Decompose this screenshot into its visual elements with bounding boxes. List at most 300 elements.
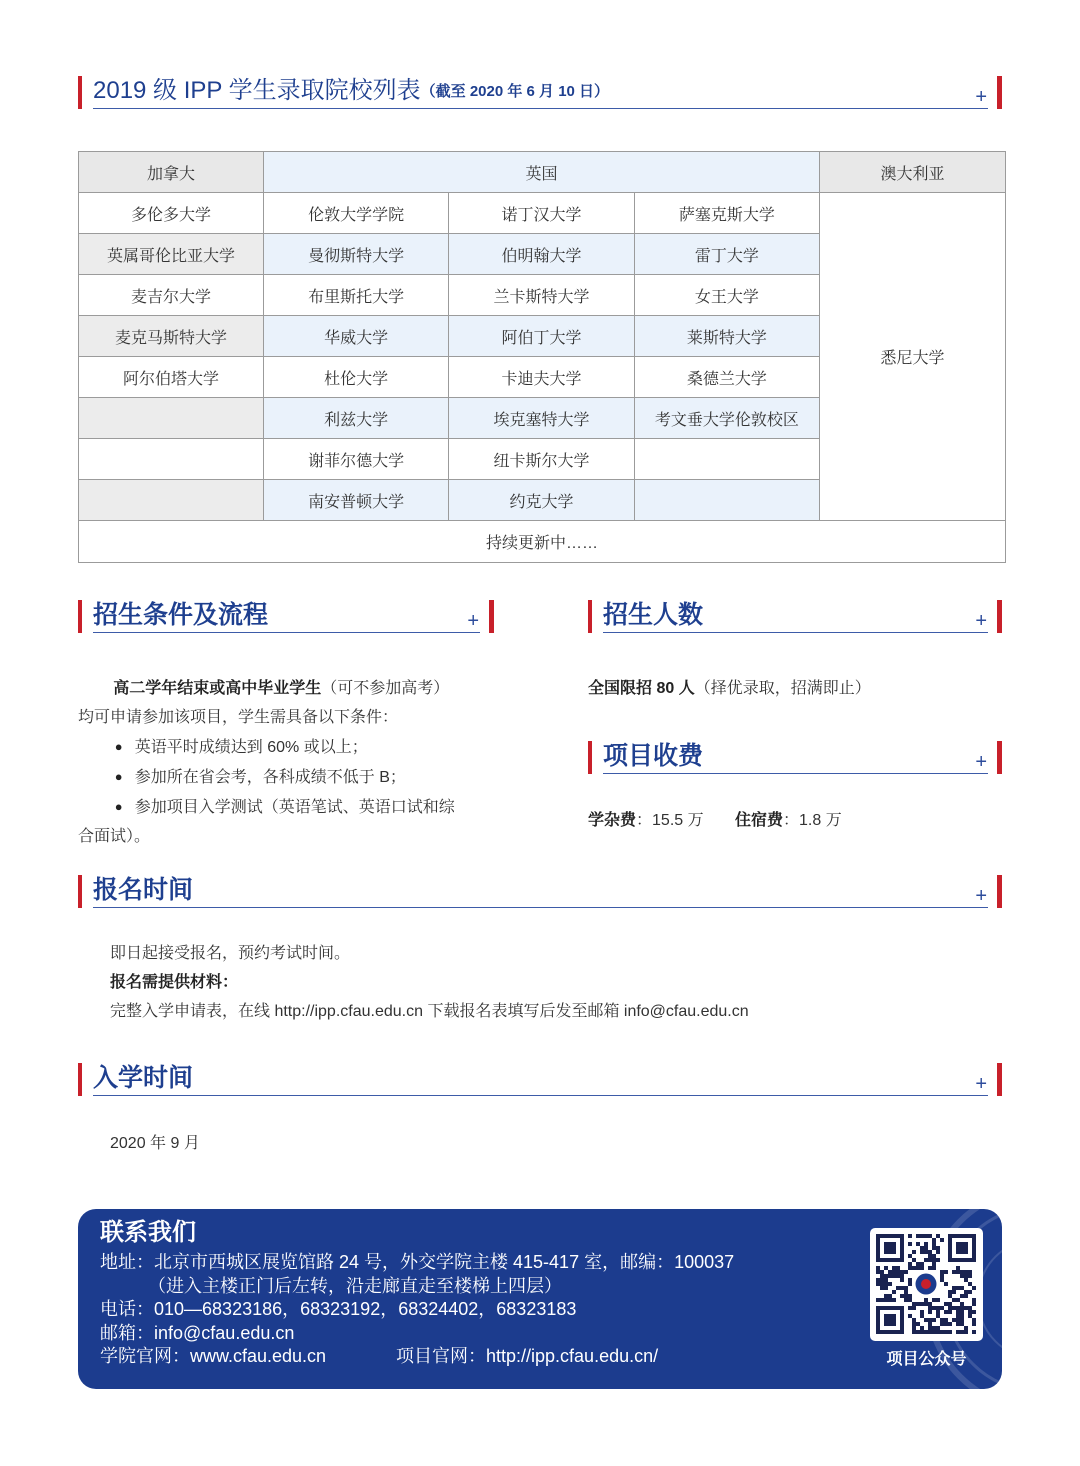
qr-module	[880, 1270, 884, 1274]
qr-module	[924, 1258, 928, 1262]
uk-university: 雷丁大学	[634, 234, 819, 275]
qr-module	[956, 1266, 960, 1270]
project-website: 项目官网：http://ipp.cfau.edu.cn/	[396, 1346, 659, 1366]
empty-cell	[79, 480, 264, 521]
uk-university: 杜伦大学	[264, 357, 449, 398]
qr-module	[884, 1286, 888, 1290]
uk-university: 莱斯特大学	[634, 316, 819, 357]
qr-module	[956, 1270, 960, 1274]
header-underline	[93, 907, 988, 908]
qr-module	[960, 1318, 964, 1322]
qr-module	[944, 1282, 948, 1286]
qr-module	[900, 1286, 904, 1290]
canada-university: 英属哥伦比亚大学	[79, 234, 264, 275]
qr-module	[952, 1290, 956, 1294]
contact-address-note: （进入主楼正门后左转，沿走廊直走至楼梯上四层）	[148, 1275, 562, 1296]
qr-module	[956, 1318, 960, 1322]
qr-module	[928, 1318, 932, 1322]
qr-module	[968, 1314, 972, 1318]
qr-module	[884, 1274, 888, 1278]
qr-module	[904, 1286, 908, 1290]
qr-module	[920, 1246, 924, 1250]
requirements-header	[78, 600, 494, 633]
qr-module	[932, 1266, 936, 1270]
qr-module	[884, 1278, 888, 1282]
enrollment-header	[588, 600, 1002, 633]
qr-module	[884, 1298, 888, 1302]
qr-module	[888, 1298, 892, 1302]
qr-module	[916, 1322, 920, 1326]
qr-module	[924, 1318, 928, 1322]
qr-module	[932, 1318, 936, 1322]
registration-line: 即日起接受报名，预约考试时间。	[110, 945, 351, 962]
qr-module	[908, 1254, 912, 1258]
qr-module	[928, 1306, 932, 1310]
empty-cell	[79, 439, 264, 480]
table-row	[79, 193, 1006, 234]
qr-module	[956, 1310, 960, 1314]
plus-icon: +	[467, 610, 479, 632]
qr-module	[908, 1234, 912, 1238]
qr-module	[880, 1286, 884, 1290]
table-footer-note: 持续更新中……	[79, 521, 1006, 563]
qr-module	[948, 1306, 952, 1310]
accent-bar-right	[997, 600, 1002, 633]
qr-module	[948, 1290, 952, 1294]
registration-body	[110, 939, 749, 1026]
qr-module	[936, 1326, 940, 1330]
qr-module	[968, 1290, 972, 1294]
qr-module	[928, 1266, 932, 1270]
qr-module	[880, 1274, 884, 1278]
qr-module	[876, 1282, 880, 1286]
qr-module	[916, 1330, 920, 1334]
plus-icon: +	[975, 610, 987, 632]
admission-list-date-note: （截至 2020 年 6 月 10 日）	[420, 83, 610, 100]
qr-module	[964, 1326, 968, 1330]
qr-module	[940, 1318, 944, 1322]
qr-module	[964, 1278, 968, 1282]
qr-module	[956, 1330, 960, 1334]
qr-module	[904, 1298, 908, 1302]
header-underline	[93, 1095, 988, 1096]
plus-icon: +	[975, 86, 987, 108]
qr-module	[900, 1278, 904, 1282]
qr-module	[892, 1274, 896, 1278]
qr-module	[948, 1294, 952, 1298]
contact-email: 邮箱：info@cfau.edu.cn	[100, 1322, 295, 1343]
qr-module	[888, 1270, 892, 1274]
header-underline	[93, 108, 988, 109]
canada-university: 多伦多大学	[79, 193, 264, 234]
qr-module	[972, 1310, 976, 1314]
table-footer-row	[79, 521, 1006, 563]
qr-module	[908, 1242, 912, 1246]
requirements-body	[78, 674, 462, 851]
qr-module	[916, 1262, 920, 1266]
qr-module	[924, 1242, 928, 1246]
qr-module	[932, 1330, 936, 1334]
qr-module	[924, 1330, 928, 1334]
qr-center-logo-core	[921, 1279, 931, 1289]
qr-module	[928, 1254, 932, 1258]
qr-module	[940, 1274, 944, 1278]
qr-module	[964, 1306, 968, 1310]
qr-module	[936, 1250, 940, 1254]
qr-module	[972, 1286, 976, 1290]
qr-finder-pattern	[956, 1242, 968, 1254]
qr-module	[928, 1330, 932, 1334]
qr-module	[956, 1298, 960, 1302]
table-header-row	[79, 152, 1006, 193]
qr-module	[920, 1266, 924, 1270]
qr-module	[892, 1290, 896, 1294]
qr-module	[936, 1330, 940, 1334]
qr-module	[960, 1330, 964, 1334]
qr-module	[968, 1282, 972, 1286]
qr-module	[912, 1266, 916, 1270]
uk-university: 萨塞克斯大学	[634, 193, 819, 234]
qr-module	[936, 1306, 940, 1310]
qr-module	[912, 1306, 916, 1310]
condition-item	[78, 732, 462, 762]
section-title	[93, 76, 609, 107]
accent-bar-right	[997, 76, 1002, 109]
uk-university: 布里斯托大学	[264, 275, 449, 316]
qr-module	[964, 1290, 968, 1294]
registration-title: 报名时间	[93, 876, 194, 904]
qr-module	[960, 1314, 964, 1318]
contact-title: 联系我们	[100, 1219, 196, 1246]
contact-websites	[100, 1345, 734, 1369]
uk-university: 南安普顿大学	[264, 480, 449, 521]
qr-module	[928, 1310, 932, 1314]
accent-bar-left	[78, 76, 82, 109]
qr-module	[908, 1262, 912, 1266]
qr-module	[932, 1238, 936, 1242]
header-australia: 澳大利亚	[820, 152, 1006, 193]
australia-university: 悉尼大学	[820, 193, 1006, 521]
housing-label: 住宿费	[735, 812, 784, 829]
qr-module	[972, 1330, 976, 1334]
empty-cell	[634, 439, 819, 480]
qr-module	[920, 1330, 924, 1334]
qr-module	[972, 1302, 976, 1306]
qr-module	[940, 1322, 944, 1326]
qr-module	[920, 1326, 924, 1330]
qr-module	[876, 1266, 880, 1270]
registration-header	[78, 875, 1002, 908]
qr-module	[948, 1310, 952, 1314]
qr-module	[912, 1322, 916, 1326]
qr-module	[932, 1242, 936, 1246]
qr-module	[888, 1282, 892, 1286]
uk-university: 埃克塞特大学	[449, 398, 634, 439]
bullet-icon: ●	[114, 739, 123, 754]
qr-module	[968, 1306, 972, 1310]
qr-module	[956, 1314, 960, 1318]
qr-module	[972, 1318, 976, 1322]
qr-module	[924, 1298, 928, 1302]
qr-module	[968, 1270, 972, 1274]
uk-university: 约克大学	[449, 480, 634, 521]
accent-bar-right	[997, 1063, 1002, 1096]
qr-module	[912, 1318, 916, 1322]
condition-text: 参加项目入学测试（英语笔试、英语口试和综合面试）。	[78, 799, 455, 845]
qr-module	[940, 1278, 944, 1282]
qr-module	[876, 1298, 880, 1302]
housing-value: ：1.8 万	[783, 812, 842, 829]
qr-module	[956, 1322, 960, 1326]
contact-details	[100, 1251, 734, 1369]
uk-university: 女王大学	[634, 275, 819, 316]
qr-module	[960, 1322, 964, 1326]
college-website: 学院官网：www.cfau.edu.cn	[100, 1346, 327, 1366]
admission-list-header	[78, 76, 1002, 109]
qr-module	[892, 1266, 896, 1270]
qr-module	[920, 1310, 924, 1314]
qr-module	[928, 1302, 932, 1306]
qr-module	[908, 1282, 912, 1286]
qr-code-label: 项目公众号	[886, 1351, 967, 1368]
qr-module	[944, 1270, 948, 1274]
qr-finder-pattern	[884, 1242, 896, 1254]
qr-module	[908, 1294, 912, 1298]
canada-university: 麦吉尔大学	[79, 275, 264, 316]
qr-module	[948, 1302, 952, 1306]
bullet-icon: ●	[114, 799, 123, 814]
entry-date: 2020 年 9 月	[110, 1135, 200, 1152]
qr-module	[944, 1302, 948, 1306]
qr-module	[916, 1266, 920, 1270]
qr-module	[908, 1298, 912, 1302]
qr-module	[948, 1330, 952, 1334]
qr-module	[952, 1318, 956, 1322]
header-underline	[603, 632, 988, 633]
requirements-intro	[78, 674, 462, 732]
qr-module	[960, 1310, 964, 1314]
qr-module	[960, 1294, 964, 1298]
housing-fee	[735, 806, 842, 835]
uk-university: 伯明翰大学	[449, 234, 634, 275]
header-uk: 英国	[264, 152, 820, 193]
qr-module	[964, 1274, 968, 1278]
qr-module	[920, 1234, 924, 1238]
plus-icon: +	[975, 751, 987, 773]
qr-module	[972, 1298, 976, 1302]
materials-label: 报名需提供材料：	[110, 974, 239, 991]
qr-module	[924, 1246, 928, 1250]
qr-module	[944, 1318, 948, 1322]
accent-bar-left	[588, 600, 592, 633]
qr-module	[948, 1322, 952, 1326]
qr-module	[932, 1254, 936, 1258]
requirements-title: 招生条件及流程	[93, 601, 269, 629]
qr-module	[928, 1258, 932, 1262]
qr-module	[896, 1266, 900, 1270]
qr-module	[880, 1278, 884, 1282]
qr-module	[968, 1310, 972, 1314]
qr-module	[908, 1314, 912, 1318]
qr-module	[912, 1326, 916, 1330]
entry-header	[78, 1063, 1002, 1096]
qr-module	[876, 1270, 880, 1274]
qr-module	[960, 1306, 964, 1310]
qr-code	[876, 1234, 976, 1334]
uk-university: 纽卡斯尔大学	[449, 439, 634, 480]
fees-title: 项目收费	[603, 742, 704, 770]
contact-address: 地址：北京市西城区展览馆路 24 号，外交学院主楼 415-417 室，邮编：100037	[100, 1252, 735, 1272]
plus-icon: +	[975, 885, 987, 907]
qr-module	[928, 1326, 932, 1330]
tuition-fee	[588, 806, 704, 835]
qr-module	[880, 1298, 884, 1302]
fees-body	[588, 806, 1002, 835]
condition-text: 英语平时成绩达到 60% 或以上；	[134, 739, 368, 756]
qr-module	[888, 1294, 892, 1298]
qr-module	[932, 1246, 936, 1250]
admission-table	[78, 151, 1006, 563]
qr-module	[916, 1242, 920, 1246]
qr-module	[884, 1294, 888, 1298]
qr-module	[936, 1246, 940, 1250]
qr-module	[936, 1298, 940, 1302]
uk-university: 华威大学	[264, 316, 449, 357]
qr-module	[944, 1322, 948, 1326]
qr-module	[928, 1250, 932, 1254]
tuition-value: ：15.5 万	[636, 812, 704, 829]
accent-bar-left	[78, 600, 82, 633]
uk-university: 利兹大学	[264, 398, 449, 439]
condition-item	[78, 792, 462, 851]
qr-module	[904, 1270, 908, 1274]
qr-module	[884, 1282, 888, 1286]
qr-module	[904, 1290, 908, 1294]
qr-module	[908, 1278, 912, 1282]
uk-university: 谢菲尔德大学	[264, 439, 449, 480]
intro-bold-text: 高二学年结束或高中毕业学生	[113, 680, 322, 697]
qr-module	[952, 1306, 956, 1310]
materials-text: 完整入学申请表，在线 http://ipp.cfau.edu.cn 下载报名表填写后发至邮箱 info@cfau.edu.cn	[110, 1003, 749, 1020]
qr-module	[912, 1250, 916, 1254]
qr-module	[964, 1294, 968, 1298]
qr-module	[920, 1250, 924, 1254]
qr-module	[912, 1258, 916, 1262]
uk-university: 阿伯丁大学	[449, 316, 634, 357]
qr-module	[956, 1286, 960, 1290]
uk-university: 考文垂大学伦敦校区	[634, 398, 819, 439]
uk-university: 卡迪夫大学	[449, 357, 634, 398]
qr-module	[920, 1302, 924, 1306]
qr-module	[904, 1294, 908, 1298]
plus-icon: +	[975, 1073, 987, 1095]
qr-module	[908, 1306, 912, 1310]
qr-module	[932, 1306, 936, 1310]
qr-module	[900, 1274, 904, 1278]
condition-item	[78, 762, 462, 792]
uk-university: 曼彻斯特大学	[264, 234, 449, 275]
entry-title: 入学时间	[93, 1064, 194, 1092]
qr-module	[932, 1258, 936, 1262]
accent-bar-left	[78, 1063, 82, 1096]
qr-module	[908, 1266, 912, 1270]
qr-module	[892, 1270, 896, 1274]
accent-bar-right	[997, 741, 1002, 774]
qr-module	[940, 1238, 944, 1242]
enrollment-title: 招生人数	[603, 601, 704, 629]
accent-bar-right	[489, 600, 494, 633]
qr-module	[952, 1286, 956, 1290]
qr-module	[952, 1298, 956, 1302]
qr-module	[876, 1278, 880, 1282]
qr-module	[964, 1330, 968, 1334]
empty-cell	[634, 480, 819, 521]
qr-module	[940, 1330, 944, 1334]
uk-university: 兰卡斯特大学	[449, 275, 634, 316]
qr-module	[956, 1306, 960, 1310]
qr-module	[964, 1270, 968, 1274]
qr-module	[972, 1322, 976, 1326]
qr-module	[940, 1306, 944, 1310]
header-underline	[93, 632, 480, 633]
qr-module	[900, 1270, 904, 1274]
qr-module	[900, 1294, 904, 1298]
qr-module	[924, 1302, 928, 1306]
qr-module	[932, 1298, 936, 1302]
qr-module	[920, 1262, 924, 1266]
qr-module	[936, 1314, 940, 1318]
qr-module	[968, 1274, 972, 1278]
intro-rest: 均可申请参加该项目，学生需具备以下条件：	[78, 709, 399, 726]
qr-module	[952, 1270, 956, 1274]
bullet-icon: ●	[114, 769, 123, 784]
quota-note: （择优录取，招满即止）	[694, 680, 871, 697]
qr-module	[940, 1270, 944, 1274]
qr-module	[928, 1322, 932, 1326]
contact-box	[78, 1209, 1002, 1389]
qr-module	[916, 1302, 920, 1306]
qr-module	[912, 1302, 916, 1306]
qr-module	[944, 1310, 948, 1314]
qr-finder-pattern	[884, 1314, 896, 1326]
qr-module	[944, 1330, 948, 1334]
qr-module	[960, 1274, 964, 1278]
qr-module	[924, 1250, 928, 1254]
accent-bar-right	[997, 875, 1002, 908]
qr-module	[916, 1234, 920, 1238]
qr-module	[924, 1234, 928, 1238]
quota-bold-text: 全国限招 80 人	[588, 680, 695, 697]
qr-module	[928, 1234, 932, 1238]
qr-module	[896, 1270, 900, 1274]
canada-university: 麦克马斯特大学	[79, 316, 264, 357]
contact-phone: 电话：010—68323186，68323192，68324402，68323183	[100, 1299, 577, 1319]
accent-bar-left	[588, 741, 592, 774]
fees-header	[588, 741, 1002, 774]
qr-module	[896, 1274, 900, 1278]
qr-module	[932, 1326, 936, 1330]
uk-university: 伦敦大学学院	[264, 193, 449, 234]
qr-code-frame	[870, 1228, 983, 1341]
enrollment-quota	[588, 674, 871, 703]
qr-module	[960, 1286, 964, 1290]
qr-module	[936, 1258, 940, 1262]
qr-module	[936, 1310, 940, 1314]
qr-module	[936, 1234, 940, 1238]
canada-university: 阿尔伯塔大学	[79, 357, 264, 398]
accent-bar-left	[78, 875, 82, 908]
empty-cell	[79, 398, 264, 439]
